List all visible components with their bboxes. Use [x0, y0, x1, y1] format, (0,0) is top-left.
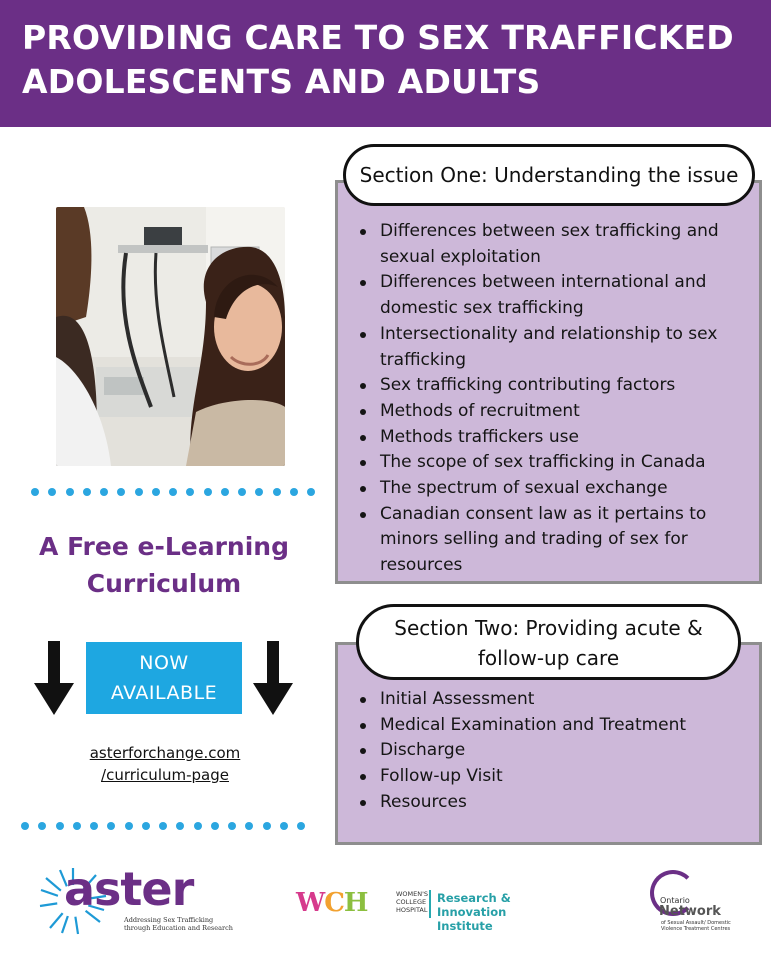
- list-item: Follow-up Visit: [358, 764, 748, 790]
- list-item: The spectrum of sexual exchange: [358, 476, 748, 502]
- list-item: Initial Assessment: [358, 687, 748, 713]
- wch-institute-line2: Institute: [437, 919, 493, 933]
- wch-hospital-name: WOMEN'S COLLEGE HOSPITAL: [396, 890, 429, 914]
- network-subtitle: of Sexual Assault/ Domestic Violence Treatment Centres: [661, 920, 731, 932]
- aster-logo: [38, 862, 233, 938]
- tagline-line2: Curriculum: [86, 569, 242, 598]
- section-two-list: [358, 687, 748, 816]
- wch-logo: [296, 888, 566, 933]
- list-item: Discharge: [358, 738, 748, 764]
- wch-divider: [429, 890, 431, 918]
- down-arrow-icon: [34, 641, 74, 715]
- wch-mark: WCH: [296, 888, 368, 918]
- list-item: Differences between sex trafficking and sexual exploitation: [358, 219, 748, 270]
- ontario-network-logo: [648, 868, 731, 948]
- link-line1[interactable]: asterforchange.com: [89, 744, 241, 762]
- clinic-photo: [56, 207, 285, 466]
- curriculum-link[interactable]: [60, 742, 270, 786]
- aster-wordmark: aster: [64, 862, 194, 916]
- network-label: Network: [659, 904, 721, 919]
- tagline-line1: A Free e-Learning: [39, 532, 289, 561]
- section-two-title-line1: Section Two: Providing acute &: [394, 616, 703, 640]
- list-item: Methods of recruitment: [358, 399, 748, 425]
- dot-divider: [21, 820, 305, 832]
- down-arrow-icon: [253, 641, 293, 715]
- list-item: Canadian consent law as it pertains to minors selling and trading of sex for resources: [358, 502, 748, 579]
- section-two-title: [356, 604, 741, 680]
- link-line2[interactable]: /curriculum-page: [101, 766, 229, 784]
- now-label: NOW: [139, 652, 189, 674]
- section-one-list: [358, 219, 748, 579]
- list-item: The scope of sex trafficking in Canada: [358, 450, 748, 476]
- list-item: Differences between international and domestic sex trafficking: [358, 270, 748, 321]
- section-one-title: Section One: Understanding the issue: [343, 144, 755, 206]
- available-label: AVAILABLE: [110, 682, 218, 704]
- wch-institute-line1: Research & Innovation: [437, 891, 511, 919]
- dot-divider: [31, 486, 315, 498]
- list-item: Intersectionality and relationship to sex trafficking: [358, 322, 748, 373]
- list-item: Sex trafficking contributing factors: [358, 373, 748, 399]
- header-banner: [0, 0, 771, 127]
- ontario-label: Ontario: [660, 896, 690, 905]
- list-item: Methods traffickers use: [358, 425, 748, 451]
- now-available-button[interactable]: [86, 642, 242, 714]
- aster-subtitle: Addressing Sex Trafficking through Education and Research: [124, 916, 233, 932]
- list-item: Resources: [358, 790, 748, 816]
- list-item: Medical Examination and Treatment: [358, 713, 748, 739]
- wch-institute: [437, 891, 566, 933]
- page-title: PROVIDING CARE TO SEX TRAFFICKED ADOLESCENTS AND ADULTS: [22, 18, 734, 101]
- section-two-title-line2: follow-up care: [477, 646, 620, 670]
- tagline: [14, 528, 314, 602]
